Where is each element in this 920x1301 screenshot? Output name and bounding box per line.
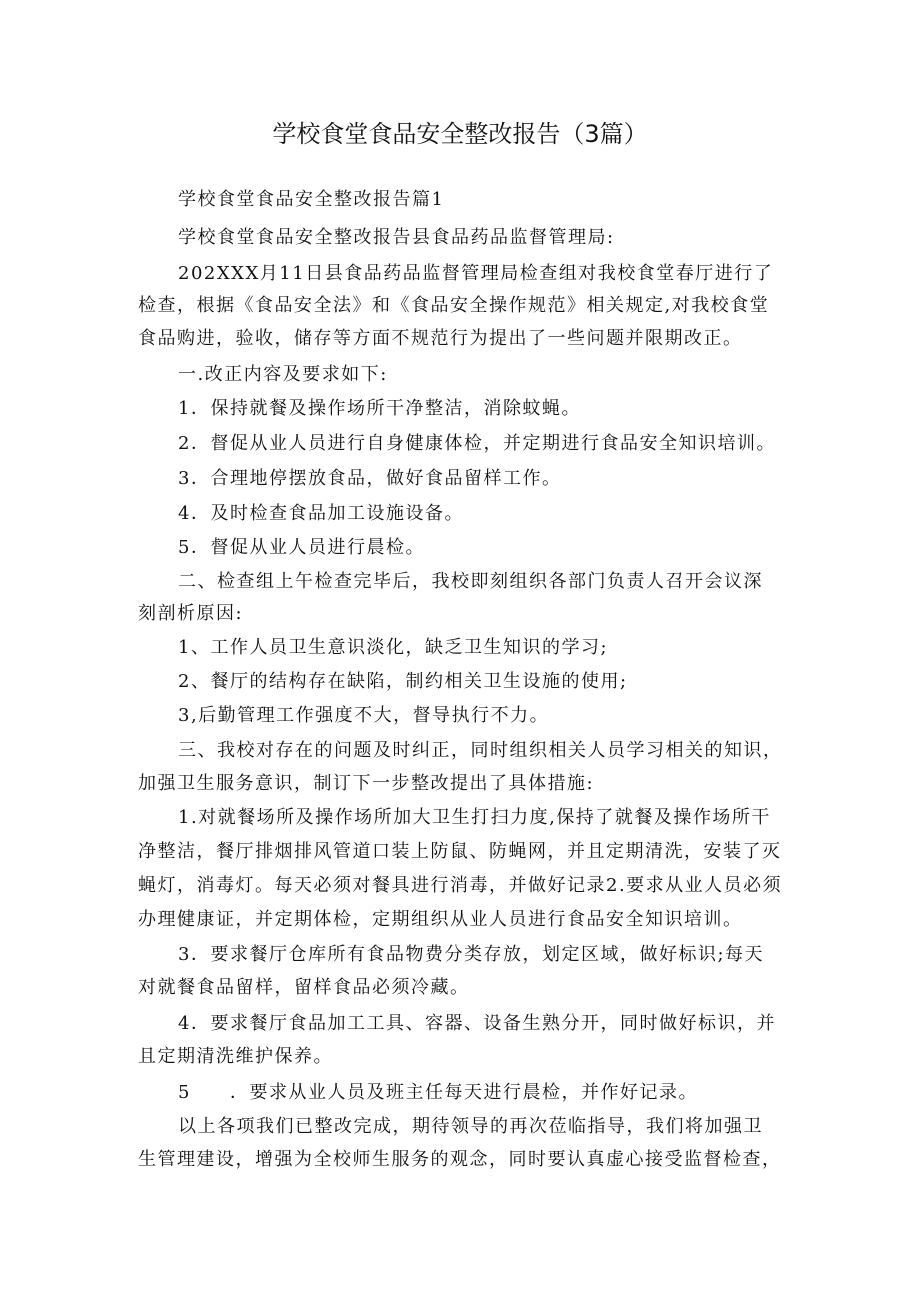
paragraph-line: 以上各项我们已整改完成，期待领导的再次莅临指导，我们将加强卫 — [178, 1116, 763, 1137]
section-heading: 学校食堂食品安全整改报告篇1 — [178, 189, 445, 210]
list-item: 3．合理地停摆放食品，做好食品留样工作。 — [178, 468, 562, 489]
paragraph-line: 对就餐食品留样，留样食品必须冷藏。 — [138, 977, 470, 998]
list-item: 4．及时检查食品加工设施设备。 — [178, 503, 464, 524]
paragraph-line: 1.对就餐场所及操作场所加大卫生打扫力度,保持了就餐及操作场所干 — [178, 807, 771, 828]
list-heading: 一.改正内容及要求如下: — [178, 364, 388, 385]
paragraph-line: 二、检查组上午检查完毕后，我校即刻组织各部门负责人召开会议深 — [178, 571, 763, 592]
list-item: 1．保持就餐及操作场所干净整洁，消除蚊蝇。 — [178, 398, 581, 419]
paragraph-line: 检查，根据《食品安全法》和《食品安全操作规范》相关规定,对我校食堂 — [138, 295, 770, 316]
document-title: 学校食堂食品安全整改报告（3篇） — [272, 120, 648, 148]
paragraph-line: 三、我校对存在的问题及时纠正，同时组织相关人员学习相关的知识， — [178, 740, 783, 761]
paragraph-line: 4．要求餐厅食品加工工具、容器、设备生熟分开，同时做好标识，并 — [178, 1013, 776, 1034]
list-item: 3,后勤管理工作强度不大，督导执行不力。 — [178, 705, 550, 726]
list-item: 2、餐厅的结构存在缺陷，制约相关卫生设施的使用; — [178, 671, 628, 692]
list-item: 5．督促从业人员进行晨检。 — [178, 537, 425, 558]
paragraph-line: 办理健康证，并定期体检，定期组织从业人员进行食品安全知识培训。 — [138, 909, 743, 930]
paragraph-line: 生管理建设，增强为全校师生服务的观念，同时要认真虚心接受监督检查， — [138, 1149, 782, 1170]
list-item: 1、工作人员卫生意识淡化，缺乏卫生知识的学习; — [178, 637, 609, 658]
paragraph-line: 202XXX月11日县食品药品监督管理局检查组对我校食堂春厅进行了 — [178, 263, 774, 284]
paragraph-line: 净整洁，餐厅排烟排风管道口装上防鼠、防蝇网，并且定期清洗，安装了灭 — [138, 841, 782, 862]
list-item: 2．督促从业人员进行自身健康体检，并定期进行食品安全知识培训。 — [178, 433, 776, 454]
paragraph-line: 3．要求餐厅仓库所有食品物费分类存放，划定区域，做好标识;每天 — [178, 944, 765, 965]
paragraph-line: 且定期清洗维护保养。 — [138, 1046, 333, 1067]
paragraph-line: 刻剖析原因: — [138, 603, 244, 624]
paragraph-line: 5 ．要求从业人员及班主任每天进行晨检，并作好记录。 — [178, 1082, 698, 1103]
paragraph-line: 加强卫生服务意识，制订下一步整改提出了具体措施: — [138, 773, 595, 794]
paragraph-line: 食品购进，验收，储存等方面不规范行为提出了一些问题并限期改正。 — [138, 328, 743, 349]
addressee-line: 学校食堂食品安全整改报告县食品药品监督管理局: — [178, 227, 615, 248]
paragraph-line: 蝇灯，消毒灯。每天必须对餐具进行消毒，并做好记录2.要求从业人员必须 — [138, 875, 783, 896]
